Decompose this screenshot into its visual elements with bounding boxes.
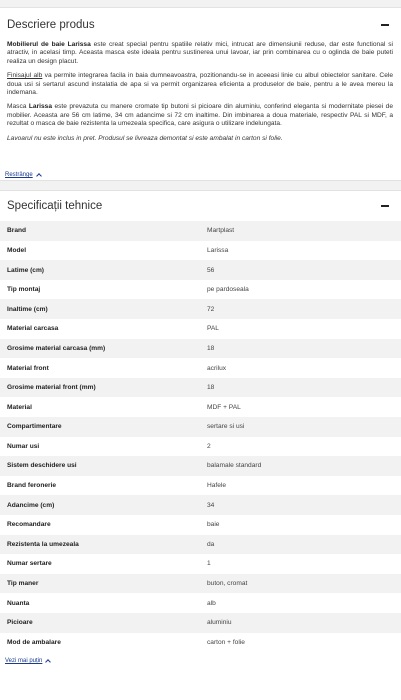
spec-value: sertare si usi [207, 423, 245, 431]
spec-row [0, 319, 401, 339]
spec-value: MDF + PAL [207, 403, 241, 411]
spec-key: Material carcasa [7, 325, 59, 333]
spec-row [0, 633, 401, 653]
spec-row [0, 299, 401, 319]
spec-row [0, 221, 401, 241]
spec-row [0, 476, 401, 496]
paragraph-3-prefix: Masca [7, 103, 29, 111]
spec-row [0, 358, 401, 378]
collapse-minus-icon[interactable] [381, 205, 389, 207]
spec-value: 1 [207, 560, 211, 568]
spec-key: Numar usi [7, 442, 40, 450]
spec-row [0, 515, 401, 535]
spec-value: 2 [207, 442, 211, 450]
product-name: Mobilierul de baie Larissa [7, 41, 91, 48]
spec-key: Brand feronerie [7, 482, 57, 490]
spec-key: Grosime material carcasa (mm) [7, 344, 106, 352]
spec-value: aluminiu [207, 619, 232, 627]
top-strip [0, 0, 401, 8]
spec-key: Picioare [7, 619, 33, 627]
spec-value: 56 [207, 266, 215, 274]
spec-key: Rezistenta la umezeala [7, 540, 79, 548]
spec-value: buton, cromat [207, 580, 248, 588]
spec-row [0, 378, 401, 398]
spec-value: 18 [207, 344, 215, 352]
description-header[interactable] [0, 8, 401, 41]
spec-value: 72 [207, 305, 215, 313]
spec-row [0, 613, 401, 633]
spec-row [0, 397, 401, 417]
spec-value: carton + folie [207, 638, 245, 646]
spec-key: Grosime material front (mm) [7, 384, 96, 392]
spec-row [0, 574, 401, 594]
spec-key: Model [7, 246, 27, 254]
description-paragraph-3 [7, 103, 393, 128]
spec-value: Martplast [207, 227, 235, 235]
more-row [0, 652, 401, 670]
spec-value: pe pardoseala [207, 286, 249, 294]
paragraph-1-text: este creat special pentru spatiile relativ mici, intrucat are dimensiunii reduse, dar este functional si atractiv, in acelasi timp. Aceasta masca este ideala pentru sustinerea unui lavoar, iar prin combinarea cu o oglinda de baie puteti realiza un design placut. [7, 41, 393, 65]
spec-row [0, 437, 401, 457]
spec-value: alb [207, 599, 216, 607]
spec-key: Compartimentare [7, 423, 62, 431]
spec-row [0, 339, 401, 359]
spec-row [0, 593, 401, 613]
spec-key: Tip maner [7, 580, 39, 588]
spec-row [0, 260, 401, 280]
spec-value: acrilux [207, 364, 227, 372]
paragraph-2-text: va permite integrarea facila in baia dumneavoastra, pozitionandu-se in aceeasi linie cu albul obiectelor sanitare. Cele doua usi si sertarul ascund instalatia de apa si va permit organizarea eficienta a produselor de baie, pentru a le avea mereu la indemana. [7, 72, 393, 97]
description-note: Lavoarul nu este inclus in pret. Produsul se livreaza demontat si este ambalat in carton si folie. [7, 134, 283, 142]
collapse-link[interactable] [0, 172, 41, 178]
spec-value: balamale standard [207, 462, 262, 470]
spec-key: Mod de ambalare [7, 638, 61, 646]
see-less-label: Vezi mai puțin [5, 658, 43, 665]
specs-header[interactable] [0, 191, 401, 221]
section-divider [0, 180, 401, 191]
collapse-row [0, 149, 401, 180]
description-paragraph-1 [7, 41, 393, 66]
spec-row [0, 417, 401, 437]
spec-key: Sistem deschidere usi [7, 462, 77, 470]
spec-value: Hafele [207, 482, 227, 490]
collapse-label: Restrânge [5, 172, 33, 179]
spec-key: Latime (cm) [7, 266, 45, 274]
description-title: Descriere produs [7, 18, 95, 31]
spec-value: PAL [207, 325, 219, 333]
paragraph-3-text: este prevazuta cu manere cromate tip butoni si picioare din aluminiu, conferind eleganta si modernitate piesei de mobilier. Aceasta are 56 cm latime, 34 cm adancime si 72 cm inaltime. Din imbinarea a doua materiale, respectiv PAL si MDF, a rezultat o masca de baie rezistenta la umezeala specifica, care asigura o utilizare indelungata. [7, 103, 393, 128]
spec-row [0, 554, 401, 574]
chevron-up-icon [46, 659, 52, 665]
spec-value: da [207, 540, 215, 548]
spec-value: 34 [207, 501, 215, 509]
finish-link[interactable]: Finisajul alb [7, 72, 43, 80]
spec-key: Numar sertare [7, 560, 52, 568]
spec-key: Tip montaj [7, 286, 41, 294]
spec-key: Recomandare [7, 521, 51, 529]
spec-key: Nuanta [7, 599, 30, 607]
spec-row [0, 280, 401, 300]
spec-value: Larissa [207, 246, 229, 254]
specs-title: Specificații tehnice [7, 200, 103, 213]
spec-row [0, 456, 401, 476]
specs-table [0, 221, 401, 652]
collapse-minus-icon[interactable] [381, 24, 389, 26]
model-name: Larissa [28, 103, 52, 111]
spec-key: Brand [7, 227, 27, 235]
spec-key: Inaltime (cm) [7, 305, 48, 313]
description-body [0, 41, 401, 143]
spec-key: Material [7, 403, 32, 411]
spec-value: baie [207, 521, 220, 529]
spec-key: Material front [7, 364, 49, 372]
spec-value: 18 [207, 384, 215, 392]
description-paragraph-2 [7, 72, 393, 97]
spec-row [0, 535, 401, 555]
chevron-up-icon [36, 173, 42, 179]
see-less-link[interactable] [0, 658, 50, 664]
spec-row [0, 495, 401, 515]
spec-row [0, 241, 401, 261]
spec-key: Adancime (cm) [7, 501, 55, 509]
